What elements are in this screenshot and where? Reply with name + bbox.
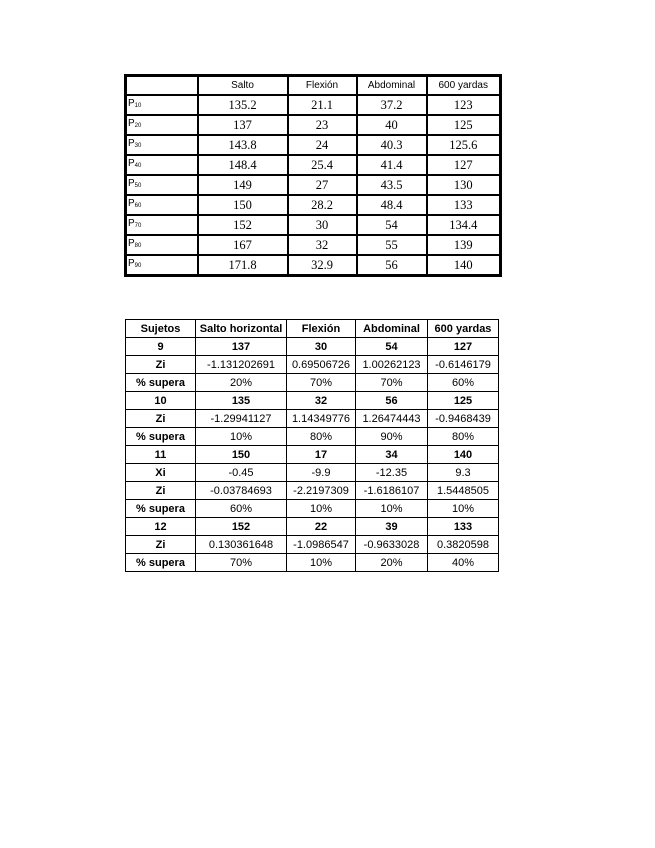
subjects-value-cell: 137 [196,338,287,356]
subjects-value-cell: 20% [356,554,428,572]
percentile-value-cell: 171.8 [198,255,288,276]
percentile-label [126,115,198,135]
subjects-value-cell: 60% [196,500,287,518]
percentile-value-cell: 24 [288,135,357,155]
subjects-value-cell: 1.00262123 [356,356,428,374]
subjects-row [126,392,499,410]
subjects-value-cell: 133 [428,518,499,536]
percentile-value-cell: 32.9 [288,255,357,276]
subjects-row [126,500,499,518]
subjects-value-cell: 56 [356,392,428,410]
percentile-row [126,135,501,155]
percentile-row [126,95,501,115]
subjects-row-label: % supera [126,554,196,572]
percentile-header-cell: Flexión [288,76,357,96]
percentile-row [126,115,501,135]
subjects-value-cell: 10% [287,554,356,572]
subjects-value-cell: 10% [287,500,356,518]
percentile-header-row [126,76,501,96]
subjects-value-cell: 0.3820598 [428,536,499,554]
subjects-row [126,428,499,446]
percentile-value-cell: 21.1 [288,95,357,115]
percentile-subscript: 80 [134,243,142,249]
percentile-label [126,215,198,235]
percentile-value-cell: 37.2 [357,95,427,115]
percentile-value-cell: 130 [427,175,501,195]
percentile-letter: P [128,138,135,149]
percentile-header-cell: 600 yardas [427,76,501,96]
percentile-value-cell: 32 [288,235,357,255]
percentile-subscript: 10 [134,103,142,109]
percentile-value-cell: 25.4 [288,155,357,175]
subjects-value-cell: -12.35 [356,464,428,482]
percentile-value-cell: 123 [427,95,501,115]
subjects-value-cell: 152 [196,518,287,536]
percentile-subscript: 60 [134,203,142,209]
percentile-subscript: 40 [134,163,142,169]
subjects-row [126,518,499,536]
subjects-value-cell: 39 [356,518,428,536]
percentile-value-cell: 127 [427,155,501,175]
percentile-subscript: 30 [134,143,142,149]
subjects-value-cell: 10% [428,500,499,518]
percentile-letter: P [128,98,135,109]
percentile-row [126,195,501,215]
percentile-label [126,135,198,155]
subjects-value-cell: -9.9 [287,464,356,482]
subjects-value-cell: 70% [356,374,428,392]
subjects-row [126,554,499,572]
subjects-value-cell: 17 [287,446,356,464]
subjects-value-cell: 80% [428,428,499,446]
percentile-value-cell: 41.4 [357,155,427,175]
percentile-table [124,74,502,277]
subjects-value-cell: 10% [356,500,428,518]
percentile-value-cell: 125.6 [427,135,501,155]
subjects-value-cell: 127 [428,338,499,356]
percentile-label [126,235,198,255]
percentile-row [126,255,501,276]
subjects-row-label: 11 [126,446,196,464]
subjects-value-cell: 9.3 [428,464,499,482]
percentile-letter: P [128,198,135,209]
subjects-row-label: % supera [126,500,196,518]
subjects-value-cell: 40% [428,554,499,572]
percentile-letter: P [128,118,135,129]
percentile-label [126,255,198,276]
subjects-value-cell: -0.6146179 [428,356,499,374]
percentile-value-cell: 167 [198,235,288,255]
percentile-letter: P [128,258,135,269]
subjects-value-cell: 60% [428,374,499,392]
subjects-value-cell: 32 [287,392,356,410]
subjects-row [126,410,499,428]
percentile-value-cell: 125 [427,115,501,135]
percentile-value-cell: 27 [288,175,357,195]
subjects-value-cell: -1.29941127 [196,410,287,428]
percentile-subscript: 20 [134,123,142,129]
percentile-value-cell: 137 [198,115,288,135]
subjects-value-cell: 70% [287,374,356,392]
subjects-header-cell: Flexión [287,320,356,338]
subjects-row [126,374,499,392]
percentile-row [126,175,501,195]
subjects-row-label: % supera [126,428,196,446]
subjects-value-cell: 1.5448505 [428,482,499,500]
percentile-label [126,95,198,115]
percentile-header-cell [126,76,198,96]
subjects-value-cell: 80% [287,428,356,446]
percentile-header-cell: Salto [198,76,288,96]
subjects-row [126,536,499,554]
percentile-value-cell: 135.2 [198,95,288,115]
percentile-row [126,215,501,235]
subjects-value-cell: -0.03784693 [196,482,287,500]
subjects-value-cell: 20% [196,374,287,392]
percentile-label [126,175,198,195]
subjects-value-cell: 0.69506726 [287,356,356,374]
percentile-value-cell: 30 [288,215,357,235]
percentile-value-cell: 23 [288,115,357,135]
percentile-label [126,155,198,175]
percentile-row [126,235,501,255]
percentile-value-cell: 54 [357,215,427,235]
subjects-value-cell: 1.26474443 [356,410,428,428]
subjects-value-cell: -1.0986547 [287,536,356,554]
percentile-value-cell: 43.5 [357,175,427,195]
subjects-row-label: % supera [126,374,196,392]
subjects-value-cell: 150 [196,446,287,464]
subjects-row [126,464,499,482]
percentile-value-cell: 143.8 [198,135,288,155]
subjects-row [126,446,499,464]
percentile-subscript: 50 [134,183,142,189]
subjects-header-row [126,320,499,338]
subjects-value-cell: 135 [196,392,287,410]
percentile-letter: P [128,218,135,229]
percentile-value-cell: 48.4 [357,195,427,215]
percentile-value-cell: 148.4 [198,155,288,175]
percentile-value-cell: 133 [427,195,501,215]
subjects-row [126,356,499,374]
subjects-value-cell: 90% [356,428,428,446]
subjects-value-cell: 70% [196,554,287,572]
percentile-value-cell: 40.3 [357,135,427,155]
subjects-value-cell: -1.131202691 [196,356,287,374]
subjects-row-label: 10 [126,392,196,410]
subjects-header-cell: Sujetos [126,320,196,338]
percentile-row [126,155,501,175]
subjects-row-label: Zi [126,482,196,500]
subjects-value-cell: -0.9468439 [428,410,499,428]
percentile-label [126,195,198,215]
subjects-value-cell: -0.45 [196,464,287,482]
subjects-value-cell: 140 [428,446,499,464]
percentile-letter: P [128,158,135,169]
subjects-value-cell: -1.6186107 [356,482,428,500]
subjects-row-label: Zi [126,410,196,428]
percentile-value-cell: 149 [198,175,288,195]
percentile-value-cell: 28.2 [288,195,357,215]
subjects-value-cell: 0.130361648 [196,536,287,554]
subjects-value-cell: 54 [356,338,428,356]
subjects-row [126,338,499,356]
subjects-value-cell: -2.2197309 [287,482,356,500]
percentile-value-cell: 56 [357,255,427,276]
percentile-header-cell: Abdominal [357,76,427,96]
subjects-header-cell: Abdominal [356,320,428,338]
subjects-value-cell: 34 [356,446,428,464]
subjects-table [125,319,499,572]
percentile-value-cell: 55 [357,235,427,255]
subjects-row-label: 12 [126,518,196,536]
percentile-value-cell: 152 [198,215,288,235]
subjects-value-cell: -0.9633028 [356,536,428,554]
subjects-row-label: Zi [126,356,196,374]
percentile-value-cell: 140 [427,255,501,276]
subjects-row-label: Xi [126,464,196,482]
percentile-letter: P [128,238,135,249]
percentile-letter: P [128,178,135,189]
percentile-subscript: 90 [134,263,142,269]
subjects-value-cell: 10% [196,428,287,446]
percentile-value-cell: 150 [198,195,288,215]
subjects-value-cell: 22 [287,518,356,536]
subjects-header-cell: 600 yardas [428,320,499,338]
subjects-row-label: Zi [126,536,196,554]
subjects-header-cell: Salto horizontal [196,320,287,338]
percentile-subscript: 70 [134,223,142,229]
subjects-value-cell: 125 [428,392,499,410]
percentile-value-cell: 134.4 [427,215,501,235]
subjects-value-cell: 30 [287,338,356,356]
subjects-row-label: 9 [126,338,196,356]
subjects-row [126,482,499,500]
subjects-value-cell: 1.14349776 [287,410,356,428]
percentile-value-cell: 139 [427,235,501,255]
percentile-value-cell: 40 [357,115,427,135]
